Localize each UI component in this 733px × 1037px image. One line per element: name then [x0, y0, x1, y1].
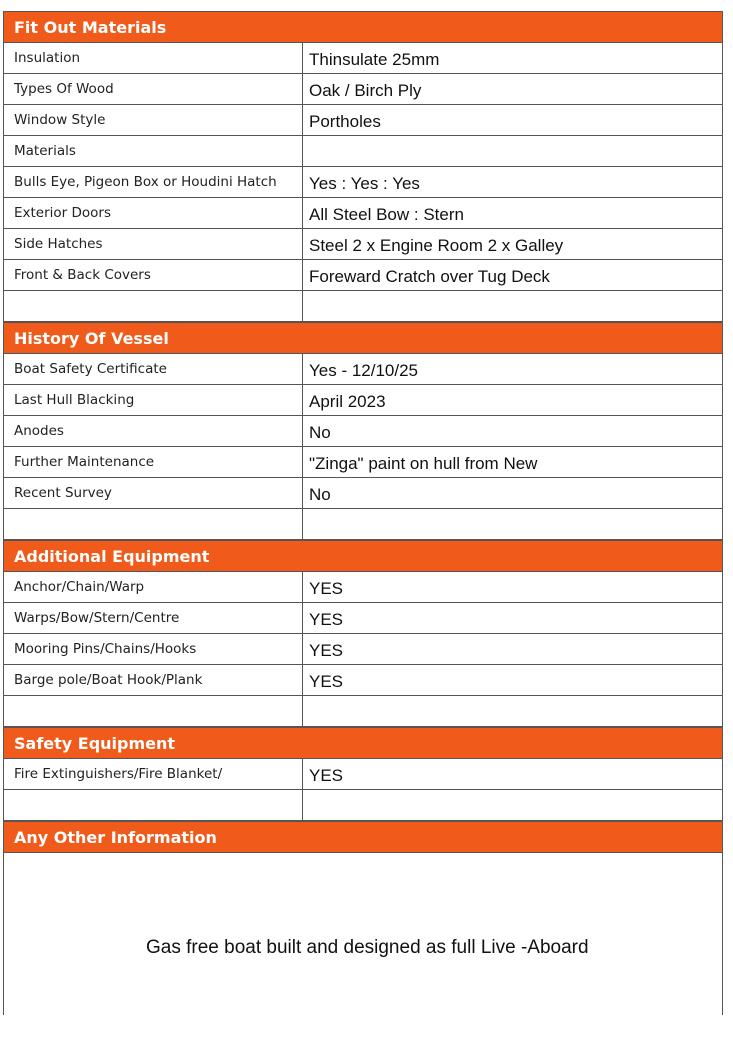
safety-equipment-table	[3, 758, 723, 821]
row-value: YES	[303, 603, 723, 634]
table-row	[4, 478, 723, 509]
row-value: Yes : Yes : Yes	[303, 167, 723, 198]
history-of-vessel-table	[3, 353, 723, 540]
row-value: No	[303, 478, 723, 509]
section-header-fit-out-materials: Fit Out Materials	[3, 11, 723, 42]
fit-out-materials-table	[3, 42, 723, 322]
row-value: Oak / Birch Ply	[303, 74, 723, 105]
row-value	[303, 509, 723, 540]
row-value	[303, 790, 723, 821]
row-label: Exterior Doors	[4, 198, 303, 229]
row-label: Materials	[4, 136, 303, 167]
row-value: Portholes	[303, 105, 723, 136]
table-row	[4, 385, 723, 416]
section-header-any-other-information: Any Other Information	[3, 821, 723, 852]
boat-spec-sheet	[3, 11, 723, 1015]
row-value: Thinsulate 25mm	[303, 43, 723, 74]
row-label: Anodes	[4, 416, 303, 447]
row-label: Insulation	[4, 43, 303, 74]
table-row	[4, 167, 723, 198]
row-value	[303, 136, 723, 167]
table-row	[4, 603, 723, 634]
section-header-history-of-vessel: History Of Vessel	[3, 322, 723, 353]
table-row	[4, 229, 723, 260]
row-value	[303, 696, 723, 727]
table-row	[4, 260, 723, 291]
other-information-text: Gas free boat built and designed as full Live -Aboard	[146, 937, 589, 958]
table-row	[4, 291, 723, 322]
table-row	[4, 696, 723, 727]
table-row	[4, 509, 723, 540]
row-label: Side Hatches	[4, 229, 303, 260]
table-row	[4, 447, 723, 478]
table-row	[4, 665, 723, 696]
table-row	[4, 634, 723, 665]
row-label: Anchor/Chain/Warp	[4, 572, 303, 603]
row-label: Bulls Eye, Pigeon Box or Houdini Hatch	[4, 167, 303, 198]
table-row	[4, 136, 723, 167]
row-label: Boat Safety Certificate	[4, 354, 303, 385]
row-value: April 2023	[303, 385, 723, 416]
row-label: Mooring Pins/Chains/Hooks	[4, 634, 303, 665]
table-row	[4, 790, 723, 821]
row-label: Further Maintenance	[4, 447, 303, 478]
row-label	[4, 509, 303, 540]
row-label: Front & Back Covers	[4, 260, 303, 291]
section-header-additional-equipment: Additional Equipment	[3, 540, 723, 571]
table-row	[4, 198, 723, 229]
row-label: Fire Extinguishers/Fire Blanket/	[4, 759, 303, 790]
row-value: YES	[303, 572, 723, 603]
table-row	[4, 416, 723, 447]
row-value: Foreward Cratch over Tug Deck	[303, 260, 723, 291]
row-value: No	[303, 416, 723, 447]
section-header-safety-equipment: Safety Equipment	[3, 727, 723, 758]
row-label: Types Of Wood	[4, 74, 303, 105]
other-information-box	[3, 852, 723, 1015]
row-label	[4, 291, 303, 322]
row-label	[4, 696, 303, 727]
row-value: YES	[303, 759, 723, 790]
row-label: Window Style	[4, 105, 303, 136]
row-label: Recent Survey	[4, 478, 303, 509]
table-row	[4, 74, 723, 105]
row-label	[4, 790, 303, 821]
row-label: Last Hull Blacking	[4, 385, 303, 416]
table-row	[4, 354, 723, 385]
table-row	[4, 759, 723, 790]
row-value: YES	[303, 665, 723, 696]
table-row	[4, 572, 723, 603]
additional-equipment-table	[3, 571, 723, 727]
row-value: Yes - 12/10/25	[303, 354, 723, 385]
row-value: YES	[303, 634, 723, 665]
row-label: Barge pole/Boat Hook/Plank	[4, 665, 303, 696]
row-value: All Steel Bow : Stern	[303, 198, 723, 229]
table-row	[4, 43, 723, 74]
row-value: "Zinga" paint on hull from New	[303, 447, 723, 478]
row-value: Steel 2 x Engine Room 2 x Galley	[303, 229, 723, 260]
table-row	[4, 105, 723, 136]
row-value	[303, 291, 723, 322]
row-label: Warps/Bow/Stern/Centre	[4, 603, 303, 634]
